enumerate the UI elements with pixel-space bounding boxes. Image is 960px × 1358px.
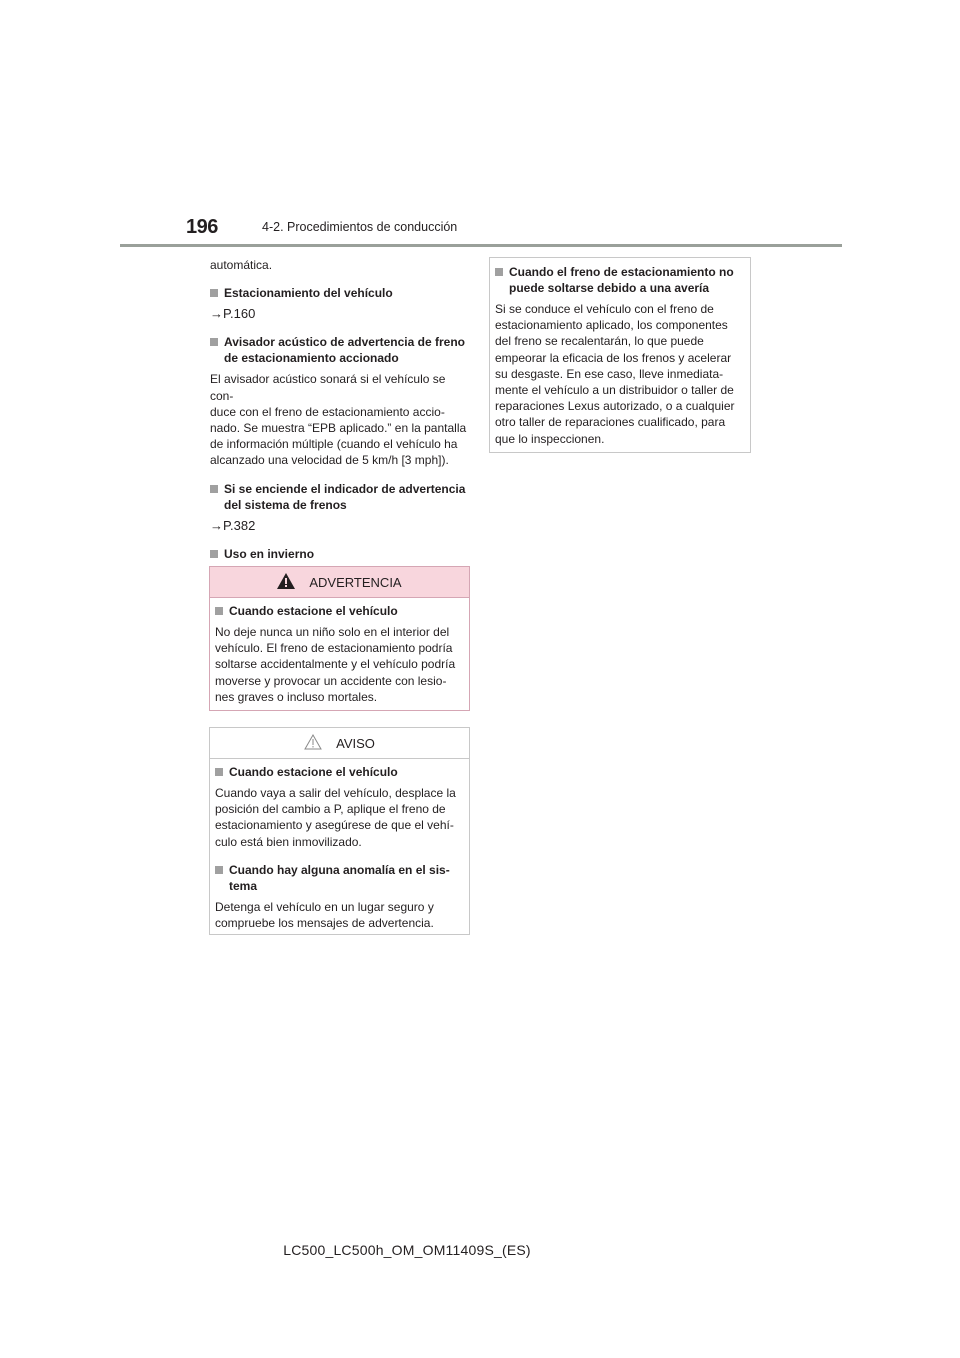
buzzer-line: de información múltiple (cuando el vehículo ha (210, 437, 458, 452)
warning-triangle-icon (277, 573, 295, 592)
buzzer-line: El avisador acústico sonará si el vehículo se con- (210, 372, 446, 403)
info-line: mente el vehículo a un distribuidor o taller de (495, 383, 734, 398)
section-title: 4-2. Procedimientos de conducción (262, 220, 458, 234)
left-column (210, 257, 470, 583)
warning-line: nes graves o incluso mortales. (215, 689, 378, 704)
document-code: LC500_LC500h_OM_OM11409S_(ES) (283, 1242, 531, 1258)
warning-heading: Cuando estacione el vehículo (215, 603, 461, 619)
buzzer-line: duce con el freno de estacionamiento accio- (210, 404, 445, 419)
notice-line: estacionamiento y asegúrese de que el vehí- (215, 818, 454, 833)
heading-parking: Estacionamiento del vehículo (210, 285, 470, 301)
notice-heading-parking: Cuando estacione el vehículo (215, 764, 461, 780)
info-line: otro taller de reparaciones cualificado, para (495, 415, 726, 430)
info-line: empeorar la eficacia de los frenos y acelerar (495, 350, 732, 365)
info-heading: Cuando el freno de estacionamiento no puede soltarse debido a una avería (495, 264, 742, 296)
info-line: reparaciones Lexus autorizado, o a cualquier (495, 399, 735, 414)
buzzer-line: alcanzado una velocidad de 5 km/h [3 mph]). (210, 453, 449, 468)
square-bullet-icon (215, 768, 223, 776)
ref-link-p160[interactable]: →P.160 (210, 306, 256, 322)
info-line: su desgaste. En ese caso, lleve inmediata- (495, 366, 724, 381)
warning-line: moverse y provocar un accidente con lesio- (215, 673, 447, 688)
page-number: 196 (186, 216, 218, 238)
caution-triangle-icon (304, 734, 322, 753)
heading-buzzer: Avisador acústico de advertencia de freno de estacionamiento accionado (210, 334, 470, 366)
info-box-brake-failure (489, 257, 751, 453)
heading-brake-indicator: Si se enciende el indicador de advertencia del sistema de frenos (210, 481, 470, 513)
info-line: Si se conduce el vehículo con el freno de (495, 302, 714, 316)
info-line: del freno se recalentarán, lo que puede (495, 334, 704, 349)
square-bullet-icon (215, 866, 223, 874)
square-bullet-icon (210, 550, 218, 558)
square-bullet-icon (210, 338, 218, 346)
header-rule (120, 244, 842, 247)
ref-link-p382[interactable]: →P.382 (210, 517, 256, 533)
notice-header (210, 728, 469, 759)
warning-header (210, 567, 469, 598)
notice-line: posición del cambio a P, aplique el freno de (215, 802, 446, 817)
buzzer-line: nado. Se muestra “EPB aplicado.” en la pantalla (210, 421, 467, 436)
square-bullet-icon (215, 607, 223, 615)
warning-line: No deje nunca un niño solo en el interior del (215, 625, 450, 639)
continued-text: automática. (210, 258, 273, 272)
notice-line: compruebe los mensajes de advertencia. (215, 916, 434, 931)
notice-line: Detenga el vehículo en un lugar seguro y (215, 899, 434, 914)
notice-box (209, 727, 470, 935)
info-line: que lo inspeccionen. (495, 431, 605, 446)
info-line: estacionamiento aplicado, los componentes (495, 318, 728, 333)
notice-title: AVISO (336, 735, 375, 751)
notice-heading-anomaly: Cuando hay alguna anomalía en el sis- tema (215, 862, 461, 894)
square-bullet-icon (210, 289, 218, 297)
heading-winter: Uso en invierno (210, 546, 470, 562)
square-bullet-icon (495, 268, 503, 276)
warning-line: soltarse accidentalmente y el vehículo podría (215, 657, 456, 672)
notice-line: culo está bien inmovilizado. (215, 834, 362, 849)
warning-line: vehículo. El freno de estacionamiento podría (215, 641, 453, 656)
notice-line: Cuando vaya a salir del vehículo, desplace la (215, 786, 456, 800)
footer (0, 1242, 960, 1258)
square-bullet-icon (210, 485, 218, 493)
warning-title: ADVERTENCIA (309, 574, 402, 590)
warning-box (209, 566, 470, 711)
